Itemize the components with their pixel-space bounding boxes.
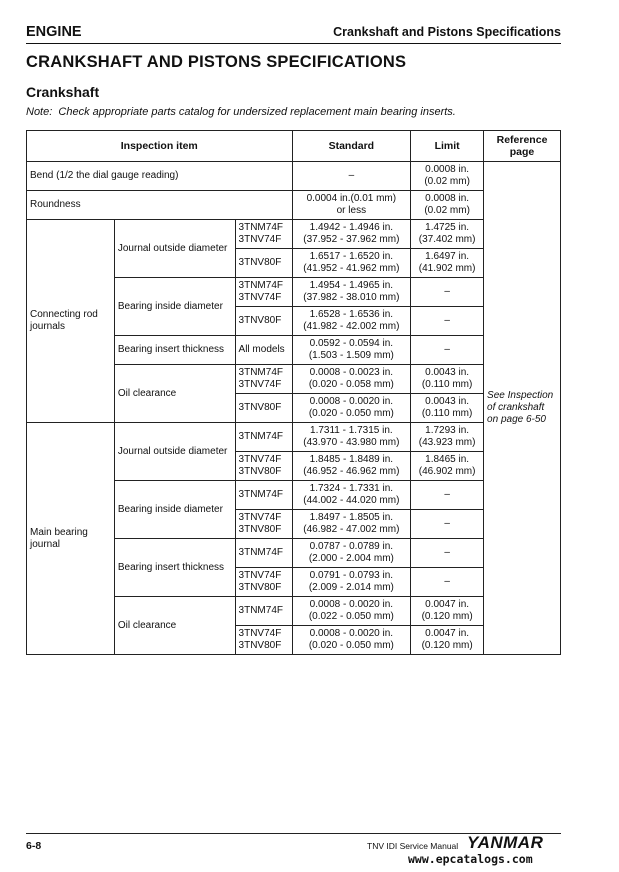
cell-model: 3TNV80F [235, 394, 292, 423]
cell-standard: 1.7324 - 1.7331 in. (44.002 - 44.020 mm) [292, 481, 411, 510]
table-header-row [27, 131, 561, 162]
cell-reference: See Inspection of crankshaft on page 6-50 [484, 162, 561, 655]
note-label: Note: [26, 106, 53, 118]
cell-limit: 0.0047 in. (0.120 mm) [411, 597, 484, 626]
table-row [27, 220, 561, 249]
crankshaft-spec-table [26, 130, 561, 655]
cell-standard: 1.8497 - 1.8505 in. (46.982 - 47.002 mm) [292, 510, 411, 539]
cell-standard: 0.0008 - 0.0020 in. (0.020 - 0.050 mm) [292, 394, 411, 423]
cell-subitem: Oil clearance [114, 597, 235, 655]
cell-limit: – [411, 307, 484, 336]
cell-model: 3TNM74F [235, 481, 292, 510]
cell-limit: 0.0043 in. (0.110 mm) [411, 394, 484, 423]
cell-model: 3TNV80F [235, 249, 292, 278]
cell-item: Roundness [27, 191, 293, 220]
note-text: Check appropriate parts catalog for undersized replacement main bearing inserts. [58, 106, 456, 118]
note [26, 106, 456, 118]
page-number: 6-8 [26, 840, 42, 852]
cell-standard: 0.0008 - 0.0020 in. (0.022 - 0.050 mm) [292, 597, 411, 626]
cell-standard: 1.8485 - 1.8489 in. (46.952 - 46.962 mm) [292, 452, 411, 481]
cell-limit: – [411, 481, 484, 510]
cell-subitem: Bearing insert thickness [114, 539, 235, 597]
cell-standard: 1.6517 - 1.6520 in. (41.952 - 41.962 mm) [292, 249, 411, 278]
cell-limit: 0.0008 in. (0.02 mm) [411, 162, 484, 191]
header-inspection-item: Inspection item [27, 131, 293, 162]
watermark: www.epcatalogs.com [408, 852, 533, 866]
chapter-name: Crankshaft and Pistons Specifications [333, 25, 561, 39]
cell-limit: 1.4725 in. (37.402 mm) [411, 220, 484, 249]
cell-limit: – [411, 510, 484, 539]
cell-model: 3TNV80F [235, 307, 292, 336]
cell-model: 3TNV74F 3TNV80F [235, 626, 292, 655]
page-title: CRANKSHAFT AND PISTONS SPECIFICATIONS [26, 53, 407, 71]
cell-model: 3TNM74F 3TNV74F [235, 365, 292, 394]
table-row [27, 191, 561, 220]
page-header [26, 24, 561, 44]
cell-group: Connecting rod journals [27, 220, 115, 423]
cell-model: 3TNM74F 3TNV74F [235, 220, 292, 249]
cell-model: 3TNM74F 3TNV74F [235, 278, 292, 307]
cell-model: 3TNM74F [235, 597, 292, 626]
cell-model: 3TNM74F [235, 423, 292, 452]
cell-model: All models [235, 336, 292, 365]
header-limit: Limit [411, 131, 484, 162]
section-name: ENGINE [26, 24, 82, 40]
section-subtitle: Crankshaft [26, 84, 100, 100]
cell-limit: – [411, 278, 484, 307]
cell-limit: 1.8465 in. (46.902 mm) [411, 452, 484, 481]
cell-standard: – [292, 162, 411, 191]
header-standard: Standard [292, 131, 411, 162]
cell-subitem: Journal outside diameter [114, 423, 235, 481]
cell-item: Bend (1/2 the dial gauge reading) [27, 162, 293, 191]
cell-limit: – [411, 539, 484, 568]
cell-limit: 0.0047 in. (0.120 mm) [411, 626, 484, 655]
cell-subitem: Bearing inside diameter [114, 278, 235, 336]
cell-subitem: Bearing insert thickness [114, 336, 235, 365]
cell-limit: 1.7293 in. (43.923 mm) [411, 423, 484, 452]
cell-standard: 0.0787 - 0.0789 in. (2.000 - 2.004 mm) [292, 539, 411, 568]
table-row [27, 423, 561, 452]
table-row [27, 162, 561, 191]
cell-limit: – [411, 568, 484, 597]
cell-limit: 0.0008 in. (0.02 mm) [411, 191, 484, 220]
cell-standard: 1.7311 - 1.7315 in. (43.970 - 43.980 mm) [292, 423, 411, 452]
cell-limit: 0.0043 in. (0.110 mm) [411, 365, 484, 394]
cell-subitem: Oil clearance [114, 365, 235, 423]
cell-model: 3TNV74F 3TNV80F [235, 452, 292, 481]
cell-model: 3TNV74F 3TNV80F [235, 568, 292, 597]
cell-standard: 0.0791 - 0.0793 in. (2.009 - 2.014 mm) [292, 568, 411, 597]
cell-group: Main bearing journal [27, 423, 115, 655]
cell-model: 3TNM74F [235, 539, 292, 568]
cell-standard: 0.0004 in.(0.01 mm) or less [292, 191, 411, 220]
cell-standard: 0.0592 - 0.0594 in. (1.503 - 1.509 mm) [292, 336, 411, 365]
cell-standard: 1.4954 - 1.4965 in. (37.982 - 38.010 mm) [292, 278, 411, 307]
header-reference: Reference page [484, 131, 561, 162]
cell-subitem: Journal outside diameter [114, 220, 235, 278]
cell-subitem: Bearing inside diameter [114, 481, 235, 539]
cell-standard: 1.4942 - 1.4946 in. (37.952 - 37.962 mm) [292, 220, 411, 249]
cell-limit: 1.6497 in. (41.902 mm) [411, 249, 484, 278]
cell-standard: 0.0008 - 0.0020 in. (0.020 - 0.050 mm) [292, 626, 411, 655]
cell-limit: – [411, 336, 484, 365]
cell-standard: 1.6528 - 1.6536 in. (41.982 - 42.002 mm) [292, 307, 411, 336]
cell-standard: 0.0008 - 0.0023 in. (0.020 - 0.058 mm) [292, 365, 411, 394]
cell-model: 3TNV74F 3TNV80F [235, 510, 292, 539]
brand-logo: YANMAR [467, 833, 544, 852]
manual-title: TNV IDI Service Manual [367, 841, 459, 851]
header-rule [26, 43, 561, 44]
